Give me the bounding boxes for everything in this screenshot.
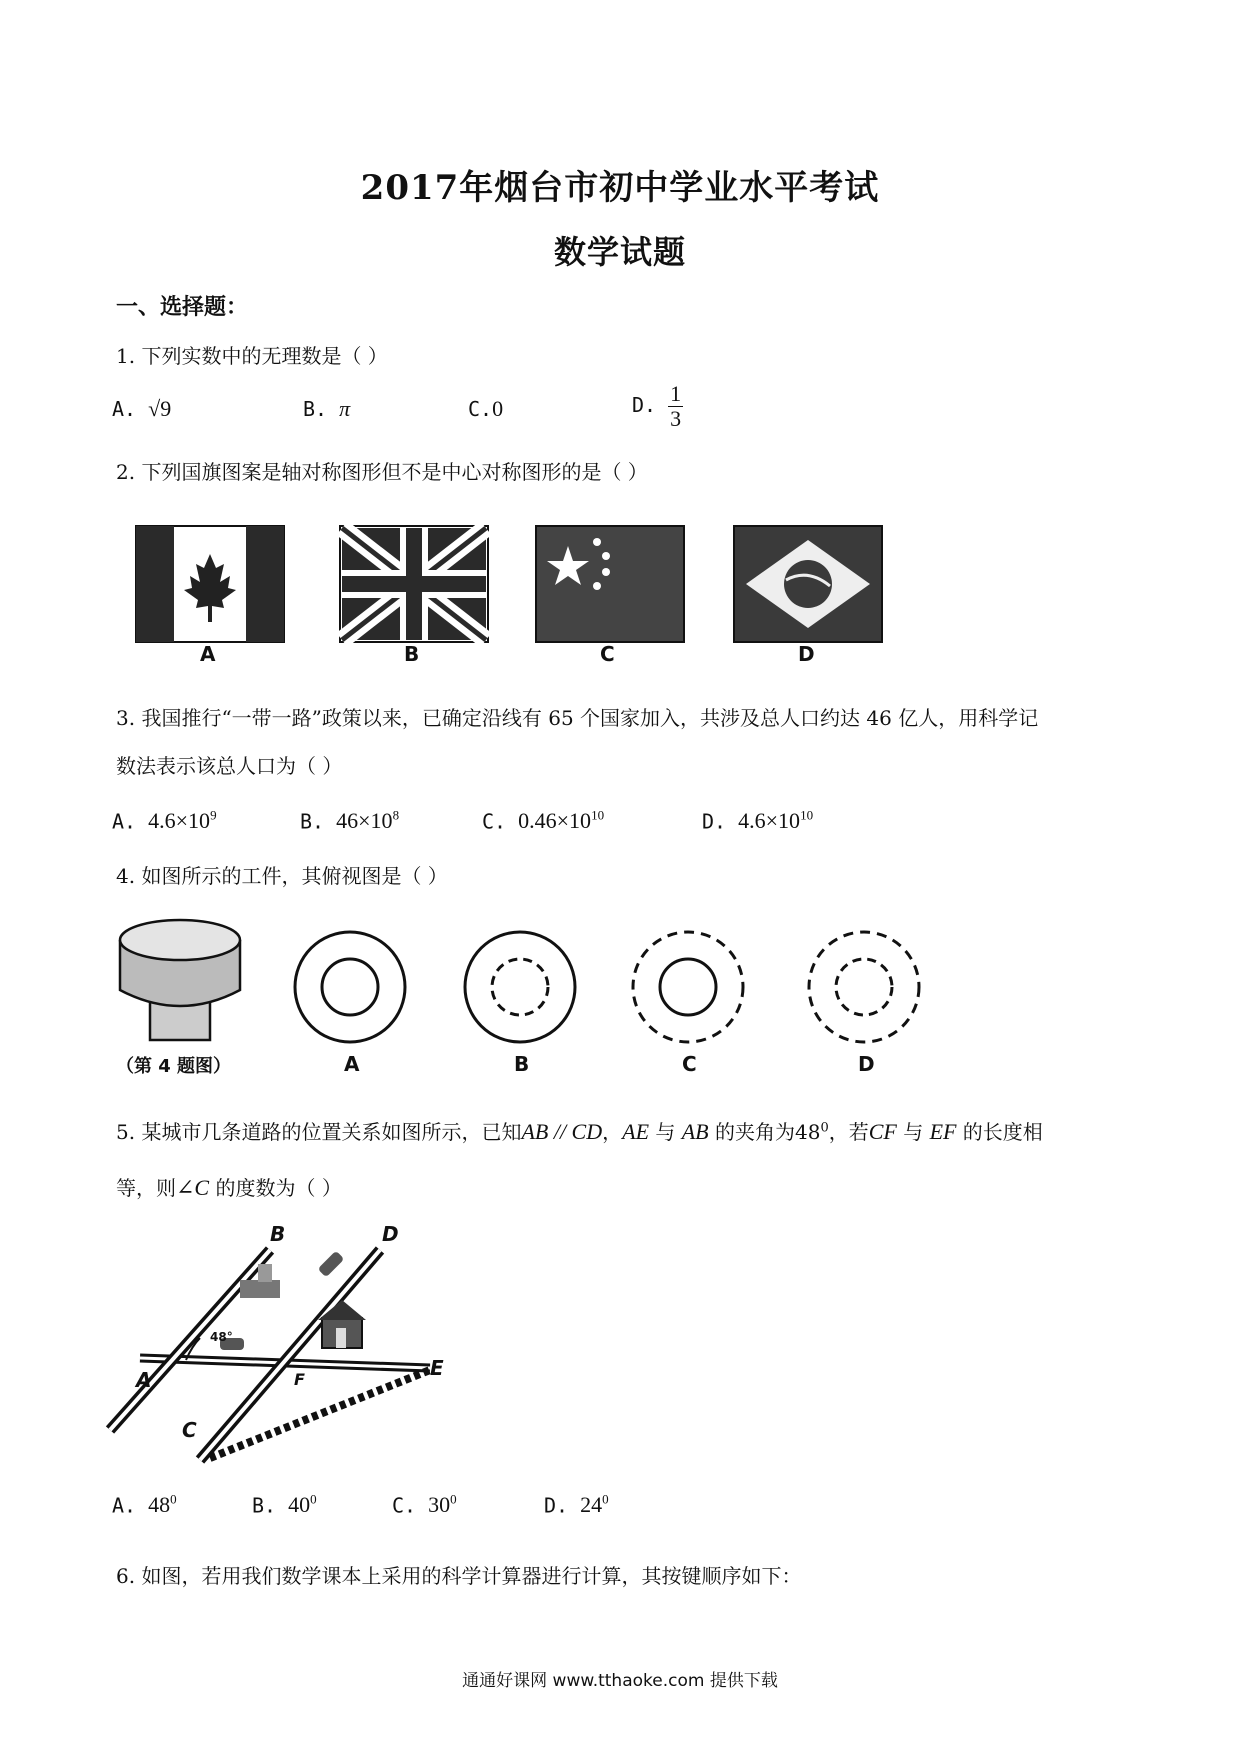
flag-canada	[136, 526, 284, 642]
view-option-a	[295, 932, 405, 1042]
road-label-d: D	[382, 1222, 399, 1246]
flag-caption-c: C	[600, 642, 615, 666]
view-option-c	[633, 932, 743, 1042]
q1-option-d: D. $\frac{1}{3}$	[632, 381, 682, 432]
road-label-a: A	[136, 1368, 152, 1392]
question-2-text: 2. 下列国旗图案是轴对称图形但不是中心对称图形的是（ ）	[116, 460, 648, 484]
flag-caption-b: B	[404, 642, 420, 666]
flag-caption-a: A	[200, 642, 216, 666]
workpiece-icon	[120, 920, 240, 1040]
q1-option-b: B. π	[303, 396, 351, 421]
q1-option-a: A. √9	[112, 396, 172, 421]
car-icon	[318, 1251, 345, 1278]
q1-option-c: C.0	[468, 396, 504, 421]
page-title: 2017年烟台市初中学业水平考试	[360, 168, 880, 208]
road-label-f: F	[294, 1370, 305, 1389]
flags-figure	[100, 510, 900, 670]
section-heading: 一、选择题：	[116, 294, 249, 320]
q5-option-a: A. $48^0$	[112, 1492, 177, 1518]
question-6-text: 6. 如图，若用我们数学课本上采用的科学计算器进行计算，其按键顺序如下：	[116, 1564, 802, 1588]
question-5-line-1: 5. 某城市几条道路的位置关系如图所示，已知AB // CD，AE 与 AB 的夹角为$48^0$，若CF 与 EF 的长度相	[116, 1119, 1043, 1144]
flag-uk	[340, 526, 488, 642]
question-3-line-1: 3. 我国推行“一带一路”政策以来，已确定沿线有 65 个国家加入，共涉及总人口约达 46 亿人，用科学记	[116, 706, 1039, 730]
q3-option-d: D. $4.6\times 10^{10}$	[702, 808, 814, 834]
road-label-b: B	[270, 1222, 286, 1246]
small-star-icon	[593, 582, 601, 590]
view-caption-a: A	[344, 1052, 360, 1076]
view-option-d	[809, 932, 919, 1042]
view-caption-c: C	[682, 1052, 697, 1076]
flag-brazil	[734, 526, 882, 642]
question-3-line-2: 数法表示该总人口为（ ）	[116, 754, 343, 778]
question-5-line-2: 等，则∠C 的度数为（ ）	[116, 1175, 342, 1200]
q3-option-a: A. $4.6\times 10^9$	[112, 808, 217, 834]
question-1-text: 1. 下列实数中的无理数是（ ）	[116, 344, 388, 368]
view-caption-b: B	[514, 1052, 530, 1076]
q5-option-c: C. $30^0$	[392, 1492, 457, 1518]
view-option-b	[465, 932, 575, 1042]
road-label-e: E	[430, 1356, 444, 1380]
view-caption-d: D	[858, 1052, 875, 1076]
page-subtitle: 数学试题	[553, 233, 686, 271]
angle-label: 48°	[210, 1330, 233, 1344]
q5-option-d: D. $24^0$	[544, 1492, 609, 1518]
small-star-icon	[602, 552, 610, 560]
flag-caption-d: D	[798, 642, 815, 666]
flag-china	[536, 526, 684, 642]
roads-figure	[100, 1220, 480, 1470]
q5-option-b: B. $40^0$	[252, 1492, 317, 1518]
road-label-c: C	[182, 1418, 197, 1442]
small-star-icon	[602, 568, 610, 576]
page-footer: 通通好课网 www.tthaoke.com 提供下载	[462, 1671, 778, 1691]
views-figure	[100, 910, 940, 1060]
figure-4-caption: （第 4 题图）	[116, 1056, 232, 1077]
q3-option-c: C. $0.46\times 10^{10}$	[482, 808, 605, 834]
fraction: $\frac{1}{3}$	[670, 381, 682, 432]
question-4-text: 4. 如图所示的工件，其俯视图是（ ）	[116, 864, 448, 888]
small-star-icon	[593, 538, 601, 546]
q3-option-b: B. $46\times 10^8$	[300, 808, 400, 834]
